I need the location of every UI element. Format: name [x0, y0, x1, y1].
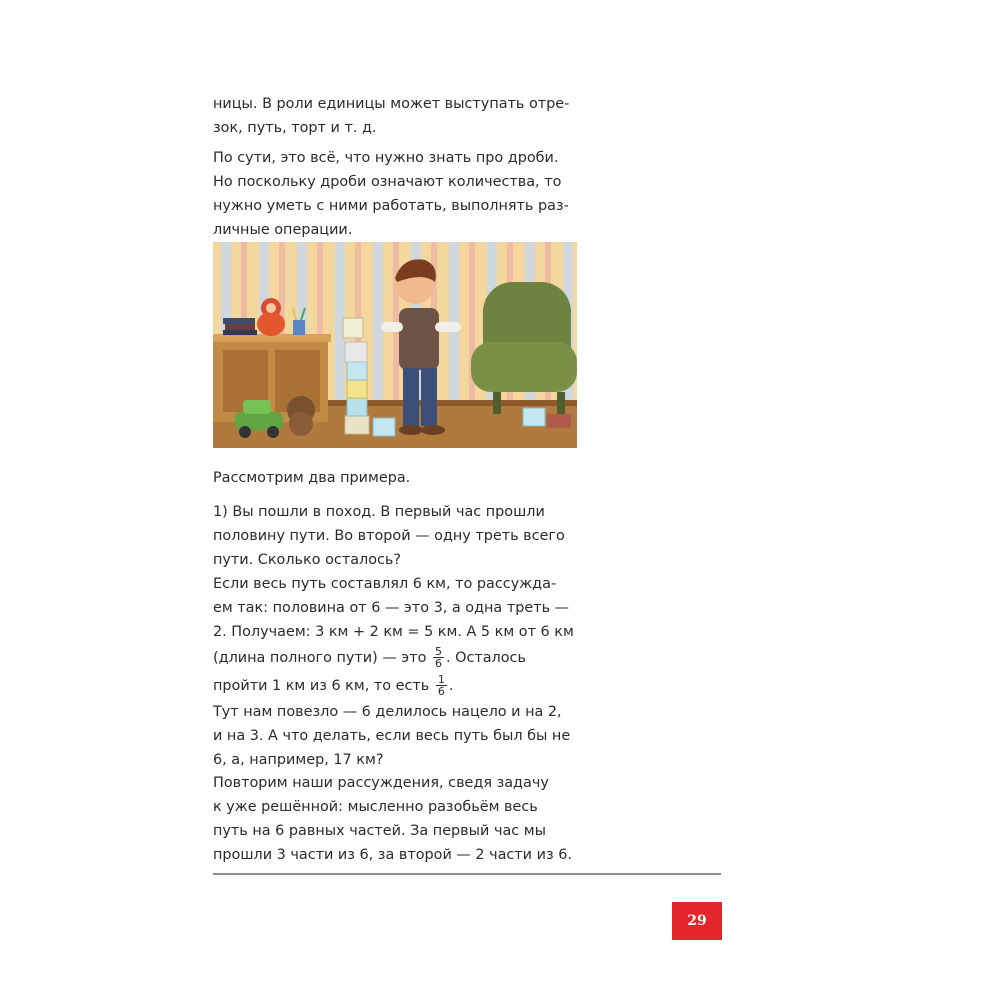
fraction-denominator: 6: [437, 684, 445, 698]
paragraph-2: [213, 146, 577, 242]
illustration-boy-with-blocks: [213, 242, 577, 448]
text-line: Рассмотрим два примера.: [213, 470, 411, 486]
text-line: 2. Получаем: 3 км + 2 км = 5 км. А 5 км от 6 км: [213, 624, 574, 640]
paragraph-4: [213, 500, 577, 572]
text-fragment: . Осталось: [445, 650, 526, 666]
text-line: 6, а, например, 17 км?: [213, 752, 384, 768]
text-line: к уже решённой: мысленно разобьём весь: [213, 799, 538, 815]
text-line: Тут нам повезло — 6 делилось нацело и на 2,: [213, 704, 562, 720]
text-line: пути. Сколько осталось?: [213, 552, 402, 568]
paragraph-5: [213, 572, 577, 700]
footer-divider: [213, 873, 721, 875]
paragraph-7: [213, 771, 577, 867]
text-line: путь на 6 равных частей. За первый час мы: [213, 823, 546, 839]
text-fragment: (длина полного пути) — это: [213, 650, 427, 666]
text-line: [213, 644, 577, 672]
paragraph-3: [213, 466, 577, 490]
text-line: По сути, это всё, что нужно знать про дроби.: [213, 150, 559, 166]
fraction-numerator: 5: [434, 644, 442, 658]
text-line: и на 3. А что делать, если весь путь был бы не: [213, 728, 571, 744]
fraction-numerator: 1: [437, 672, 445, 686]
text-line: прошли 3 части из 6, за второй — 2 части из 6.: [213, 847, 572, 863]
text-line: 1) Вы пошли в поход. В первый час прошли: [213, 504, 545, 520]
text-line: нужно уметь с ними работать, выполнять раз-: [213, 198, 569, 214]
text-line: зок, путь, торт и т. д.: [213, 120, 377, 136]
page-number-badge: 29: [672, 902, 722, 940]
text-line: Если весь путь составлял 6 км, то рассужда-: [213, 576, 557, 592]
fraction-denominator: 6: [434, 656, 442, 670]
text-line: половину пути. Во второй — одну треть всего: [213, 528, 565, 544]
text-line: ницы. В роли единицы может выступать отре-: [213, 96, 570, 112]
paragraph-1: [213, 92, 577, 140]
text-fragment: .: [448, 678, 454, 694]
text-line: ем так: половина от 6 — это 3, а одна треть —: [213, 600, 570, 616]
text-line: Но поскольку дроби означают количества, то: [213, 174, 562, 190]
text-fragment: пройти 1 км из 6 км, то есть: [213, 678, 430, 694]
fraction-five-sixths: [433, 646, 444, 669]
fraction-one-sixth: [436, 674, 447, 697]
paragraph-6: [213, 700, 577, 772]
text-line: личные операции.: [213, 222, 353, 238]
text-line: Повторим наши рассуждения, сведя задачу: [213, 775, 549, 791]
text-line: [213, 672, 577, 700]
